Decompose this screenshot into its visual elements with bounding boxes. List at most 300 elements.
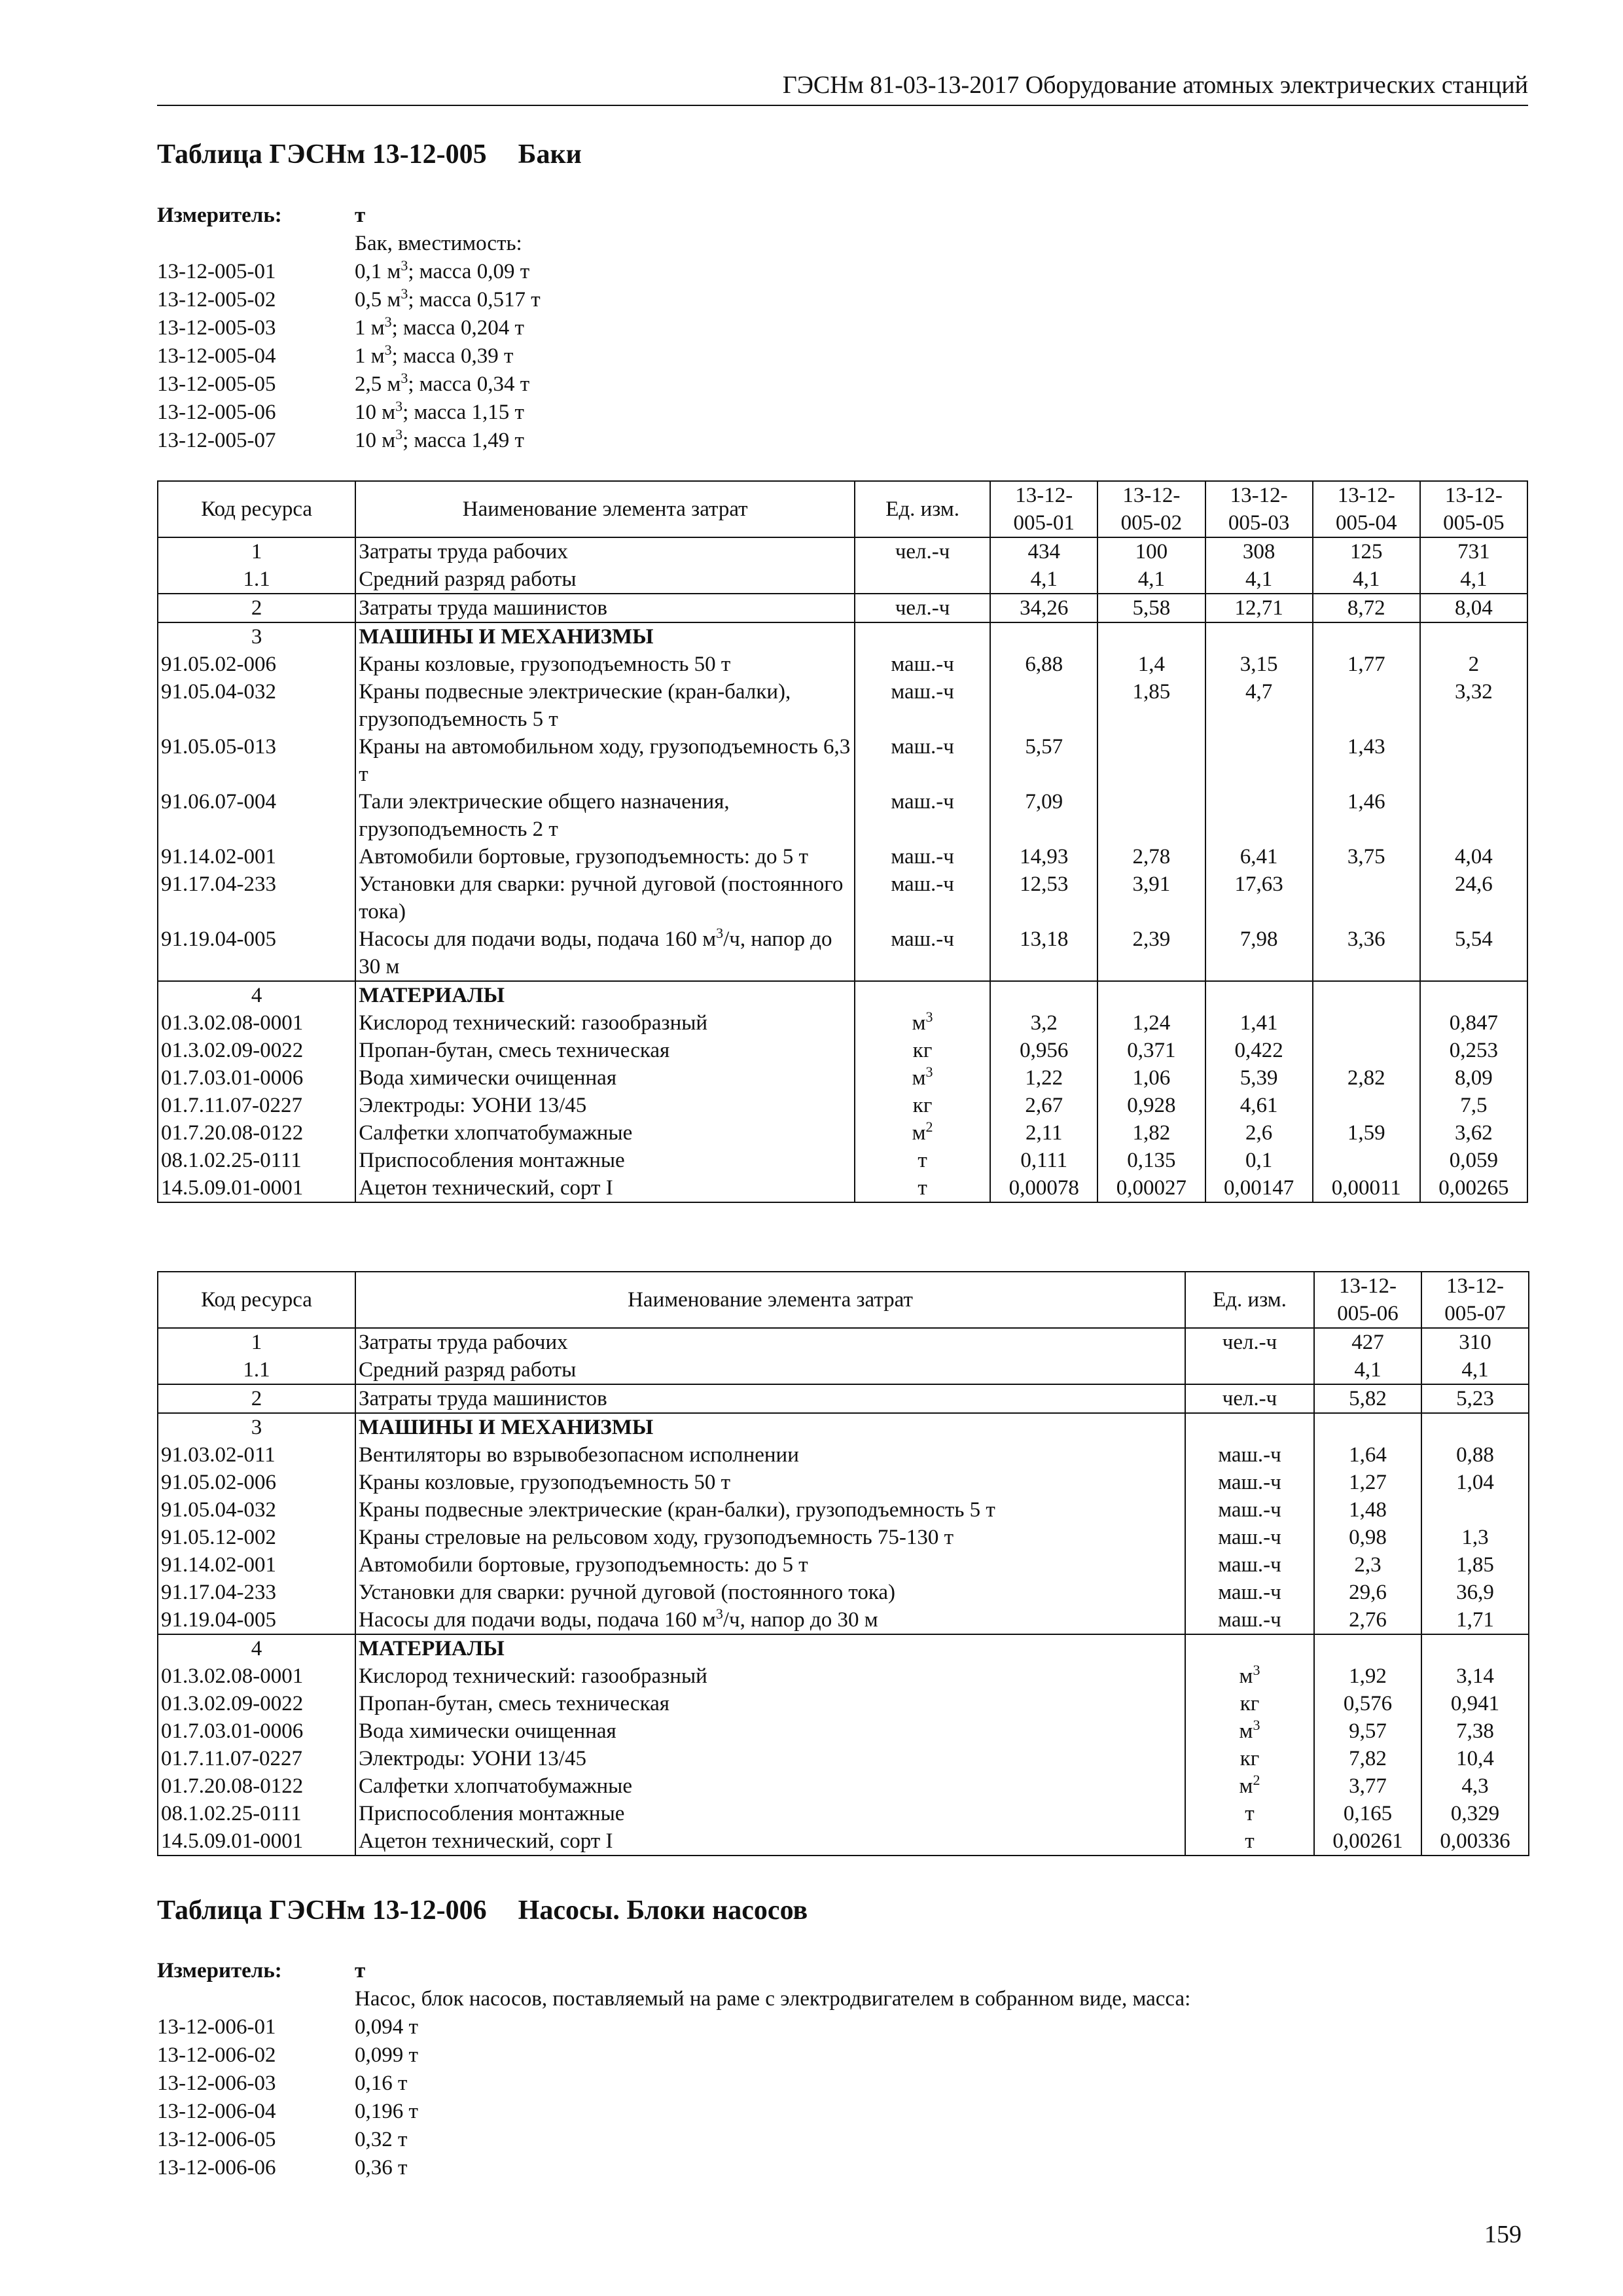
resource-name: Насосы для подачи воды, подача 160 $м^3/ч$, напор до 30 м bbox=[355, 925, 855, 981]
resource-name: Электроды: УОНИ 13/45 bbox=[355, 1745, 1185, 1772]
table-row bbox=[158, 1772, 1529, 1800]
table1-name: Баки bbox=[518, 139, 582, 170]
norm-value: 0,165 bbox=[1314, 1800, 1421, 1827]
table-row bbox=[158, 1037, 1527, 1064]
norm-value bbox=[1097, 733, 1205, 788]
table-row bbox=[158, 594, 1527, 622]
resource-name: Средний разряд работы bbox=[355, 1356, 1185, 1384]
norm-value: 1,24 bbox=[1097, 1009, 1205, 1037]
meter-item bbox=[157, 399, 1528, 427]
item-text: 0,1 $м^3$; масса 0,09 т bbox=[355, 257, 530, 283]
norm-value: 7,82 bbox=[1314, 1745, 1421, 1772]
column-header: Ед. изм. bbox=[855, 481, 990, 537]
resource-code: 91.05.05-013 bbox=[158, 733, 355, 788]
resource-name: МАТЕРИАЛЫ bbox=[355, 1634, 1185, 1662]
norm-value: 1,4 bbox=[1097, 651, 1205, 678]
item-code: 13-12-005-07 bbox=[157, 429, 276, 452]
norm-value: 4,7 bbox=[1205, 678, 1313, 733]
resource-code: 01.7.11.07-0227 bbox=[158, 1092, 355, 1119]
table-row bbox=[158, 1800, 1529, 1827]
unit: маш.-ч bbox=[855, 733, 990, 788]
resource-name: Вентиляторы во взрывобезопасном исполнении bbox=[355, 1441, 1185, 1469]
table-row bbox=[158, 1551, 1529, 1579]
norm-value: 0,941 bbox=[1421, 1690, 1529, 1717]
norm-value bbox=[1420, 981, 1527, 1009]
table-row bbox=[158, 1690, 1529, 1717]
norm-value bbox=[1420, 788, 1527, 843]
resource-name: Кислород технический: газообразный bbox=[355, 1662, 1185, 1690]
item-text: 1 $м^3$; масса 0,204 т bbox=[355, 314, 524, 340]
norm-value: 6,88 bbox=[990, 651, 1097, 678]
column-header: Наименование элемента затрат bbox=[355, 481, 855, 537]
unit bbox=[1185, 1413, 1314, 1441]
page-number: 159 bbox=[1484, 2221, 1522, 2248]
meter-item bbox=[157, 427, 1528, 455]
header-rule bbox=[157, 105, 1528, 106]
resource-name: Краны подвесные электрические (кран-балки), грузоподъемность 5 т bbox=[355, 1496, 1185, 1524]
unit bbox=[855, 565, 990, 594]
resource-code: 91.17.04-233 bbox=[158, 870, 355, 925]
table-row bbox=[158, 788, 1527, 843]
unit bbox=[855, 981, 990, 1009]
resource-name: Затраты труда машинистов bbox=[355, 594, 855, 622]
resource-name: Электроды: УОНИ 13/45 bbox=[355, 1092, 855, 1119]
resource-code: 91.05.12-002 bbox=[158, 1524, 355, 1551]
resource-name: Приспособления монтажные bbox=[355, 1147, 855, 1174]
norm-value: 6,41 bbox=[1205, 843, 1313, 870]
norm-value: 0,00336 bbox=[1421, 1827, 1529, 1856]
resource-code: 14.5.09.01-0001 bbox=[158, 1174, 355, 1202]
resource-code: 4 bbox=[158, 1634, 355, 1662]
meter-item bbox=[157, 258, 1528, 286]
resource-name: Пропан-бутан, смесь техническая bbox=[355, 1690, 1185, 1717]
norm-value: 1,06 bbox=[1097, 1064, 1205, 1092]
item-code: 13-12-006-01 bbox=[157, 2015, 276, 2039]
resource-name: Пропан-бутан, смесь техническая bbox=[355, 1037, 855, 1064]
resource-code: 91.14.02-001 bbox=[158, 843, 355, 870]
resource-code: 91.05.02-006 bbox=[158, 651, 355, 678]
table-row bbox=[158, 1174, 1527, 1202]
resource-name: МАШИНЫ И МЕХАНИЗМЫ bbox=[355, 1413, 1185, 1441]
unit: т bbox=[855, 1147, 990, 1174]
item-text: 1 $м^3$; масса 0,39 т bbox=[355, 342, 514, 368]
item-text: 10 $м^3$; масса 1,49 т bbox=[355, 426, 524, 452]
resource-code: 1 bbox=[158, 537, 355, 565]
norm-value: 0,329 bbox=[1421, 1800, 1529, 1827]
table-row bbox=[158, 1441, 1529, 1469]
norm-value: 8,09 bbox=[1420, 1064, 1527, 1092]
norm-value: 4,1 bbox=[990, 565, 1097, 594]
column-header: Ед. изм. bbox=[1185, 1272, 1314, 1328]
norm-value: 1,77 bbox=[1313, 651, 1420, 678]
unit: т bbox=[1185, 1827, 1314, 1856]
item-code: 13-12-005-04 bbox=[157, 344, 276, 368]
resource-code: 3 bbox=[158, 622, 355, 651]
norm-value bbox=[1314, 1413, 1421, 1441]
resource-code: 91.05.04-032 bbox=[158, 678, 355, 733]
norm-value bbox=[1313, 622, 1420, 651]
table2-meter-block bbox=[157, 1957, 1528, 2182]
norm-value: 434 bbox=[990, 537, 1097, 565]
norm-value: 0,371 bbox=[1097, 1037, 1205, 1064]
norm-value: 0,00011 bbox=[1313, 1174, 1420, 1202]
norm-value: 1,71 bbox=[1421, 1606, 1529, 1634]
norm-value: 3,77 bbox=[1314, 1772, 1421, 1800]
unit bbox=[1185, 1356, 1314, 1384]
norm-value bbox=[1313, 1147, 1420, 1174]
column-header: Наименование элемента затрат bbox=[355, 1272, 1185, 1328]
norm-value: 7,98 bbox=[1205, 925, 1313, 981]
norm-value bbox=[990, 678, 1097, 733]
norm-value: 17,63 bbox=[1205, 870, 1313, 925]
unit: т bbox=[1185, 1800, 1314, 1827]
norm-value: 0,00147 bbox=[1205, 1174, 1313, 1202]
norm-value bbox=[1205, 622, 1313, 651]
item-code: 13-12-006-04 bbox=[157, 2100, 276, 2123]
resource-name: Тали электрические общего назначения, грузоподъемность 2 т bbox=[355, 788, 855, 843]
resource-code: 14.5.09.01-0001 bbox=[158, 1827, 355, 1856]
table-row bbox=[158, 1356, 1529, 1384]
column-header: 13-12- 005-03 bbox=[1205, 481, 1313, 537]
norm-value: 1,59 bbox=[1313, 1119, 1420, 1147]
norm-value: 100 bbox=[1097, 537, 1205, 565]
norm-value: 14,93 bbox=[990, 843, 1097, 870]
unit: кг bbox=[855, 1092, 990, 1119]
norm-value: 10,4 bbox=[1421, 1745, 1529, 1772]
meter-label: Измеритель: bbox=[157, 204, 282, 227]
resource-code: 01.3.02.09-0022 bbox=[158, 1037, 355, 1064]
norm-value: 4,1 bbox=[1420, 565, 1527, 594]
table-row bbox=[158, 981, 1527, 1009]
resource-name: МАШИНЫ И МЕХАНИЗМЫ bbox=[355, 622, 855, 651]
resource-name: Затраты труда рабочих bbox=[355, 1328, 1185, 1356]
resource-code: 1.1 bbox=[158, 1356, 355, 1384]
meter-item bbox=[157, 342, 1528, 370]
norm-value bbox=[1421, 1496, 1529, 1524]
norm-value: 1,46 bbox=[1313, 788, 1420, 843]
resource-name: Кислород технический: газообразный bbox=[355, 1009, 855, 1037]
norm-value bbox=[990, 981, 1097, 1009]
norm-value: 9,57 bbox=[1314, 1717, 1421, 1745]
norm-value bbox=[1097, 981, 1205, 1009]
norm-value: 1,85 bbox=[1421, 1551, 1529, 1579]
resource-name: Насосы для подачи воды, подача 160 $м^3/ч$, напор до 30 м bbox=[355, 1606, 1185, 1634]
norm-value: 2,39 bbox=[1097, 925, 1205, 981]
meter-label: Измеритель: bbox=[157, 1959, 282, 1982]
table1-grid-a bbox=[157, 480, 1528, 1203]
resource-code: 08.1.02.25-0111 bbox=[158, 1800, 355, 1827]
resource-code: 91.14.02-001 bbox=[158, 1551, 355, 1579]
norm-value: 0,253 bbox=[1420, 1037, 1527, 1064]
norm-value: 12,53 bbox=[990, 870, 1097, 925]
norm-value: 4,1 bbox=[1421, 1356, 1529, 1384]
table-row bbox=[158, 651, 1527, 678]
item-code: 13-12-006-06 bbox=[157, 2156, 276, 2179]
norm-value: 4,1 bbox=[1205, 565, 1313, 594]
norm-value: 1,48 bbox=[1314, 1496, 1421, 1524]
norm-value: 5,82 bbox=[1314, 1384, 1421, 1413]
unit: $м^3$ bbox=[855, 1064, 990, 1092]
column-header: 13-12- 005-05 bbox=[1420, 481, 1527, 537]
norm-value: 2,11 bbox=[990, 1119, 1097, 1147]
meter-item bbox=[157, 286, 1528, 314]
table-row bbox=[158, 1717, 1529, 1745]
resource-code: 01.7.03.01-0006 bbox=[158, 1717, 355, 1745]
unit: $м^2$ bbox=[855, 1119, 990, 1147]
norm-value: 0,98 bbox=[1314, 1524, 1421, 1551]
item-text: 0,5 $м^3$; масса 0,517 т bbox=[355, 285, 541, 312]
resource-code: 01.3.02.08-0001 bbox=[158, 1662, 355, 1690]
resource-code: 91.03.02-011 bbox=[158, 1441, 355, 1469]
table-row bbox=[158, 1634, 1529, 1662]
norm-value: 4,1 bbox=[1314, 1356, 1421, 1384]
norm-value: 12,71 bbox=[1205, 594, 1313, 622]
norm-value: 1,82 bbox=[1097, 1119, 1205, 1147]
norm-value: 3,36 bbox=[1313, 925, 1420, 981]
item-text: 0,36 т bbox=[355, 2156, 408, 2179]
norm-value: 0,00078 bbox=[990, 1174, 1097, 1202]
item-text: 0,196 т bbox=[355, 2100, 418, 2123]
norm-value: 1,85 bbox=[1097, 678, 1205, 733]
item-code: 13-12-005-06 bbox=[157, 401, 276, 424]
norm-value: 3,62 bbox=[1420, 1119, 1527, 1147]
meter-description: Бак, вместимость: bbox=[355, 232, 522, 255]
resource-code: 01.3.02.09-0022 bbox=[158, 1690, 355, 1717]
resource-code: 01.7.11.07-0227 bbox=[158, 1745, 355, 1772]
meter-item bbox=[157, 370, 1528, 399]
unit: чел.-ч bbox=[855, 594, 990, 622]
norm-value: 2,78 bbox=[1097, 843, 1205, 870]
norm-value: 1,64 bbox=[1314, 1441, 1421, 1469]
running-header: ГЭСНм 81-03-13-2017 Оборудование атомных электрических станций bbox=[782, 71, 1528, 99]
resource-name: Краны стреловые на рельсовом ходу, грузоподъемность 75-130 т bbox=[355, 1524, 1185, 1551]
norm-value: 0,059 bbox=[1420, 1147, 1527, 1174]
table-row bbox=[158, 1119, 1527, 1147]
table-row bbox=[158, 1496, 1529, 1524]
item-text: 0,32 т bbox=[355, 2128, 408, 2151]
norm-value bbox=[1421, 1634, 1529, 1662]
norm-value: 4,1 bbox=[1313, 565, 1420, 594]
unit: маш.-ч bbox=[855, 870, 990, 925]
table-row bbox=[158, 1328, 1529, 1356]
table-row bbox=[158, 1413, 1529, 1441]
norm-value: 0,135 bbox=[1097, 1147, 1205, 1174]
unit: т bbox=[855, 1174, 990, 1202]
resource-name: Вода химически очищенная bbox=[355, 1717, 1185, 1745]
table-row bbox=[158, 1469, 1529, 1496]
item-text: 0,099 т bbox=[355, 2043, 418, 2067]
unit: маш.-ч bbox=[1185, 1524, 1314, 1551]
item-code: 13-12-006-05 bbox=[157, 2128, 276, 2151]
norm-value bbox=[1313, 870, 1420, 925]
norm-value: 0,00265 bbox=[1420, 1174, 1527, 1202]
unit: кг bbox=[1185, 1690, 1314, 1717]
item-code: 13-12-005-03 bbox=[157, 316, 276, 340]
resource-name: Средний разряд работы bbox=[355, 565, 855, 594]
table-row bbox=[158, 1579, 1529, 1606]
item-text: 2,5 $м^3$; масса 0,34 т bbox=[355, 370, 530, 396]
table2-code: Таблица ГЭСНм 13-12-006 bbox=[157, 1895, 487, 1926]
resource-code: 2 bbox=[158, 594, 355, 622]
table1-grid-b bbox=[157, 1271, 1528, 1856]
table-row bbox=[158, 565, 1527, 594]
resource-name: Автомобили бортовые, грузоподъемность: до 5 т bbox=[355, 1551, 1185, 1579]
norm-value bbox=[1313, 678, 1420, 733]
resource-name: Ацетон технический, сорт I bbox=[355, 1174, 855, 1202]
norm-value: 36,9 bbox=[1421, 1579, 1529, 1606]
unit: маш.-ч bbox=[855, 788, 990, 843]
norm-value: 0,928 bbox=[1097, 1092, 1205, 1119]
item-code: 13-12-005-02 bbox=[157, 288, 276, 312]
norm-value: 4,3 bbox=[1421, 1772, 1529, 1800]
norm-value: 0,111 bbox=[990, 1147, 1097, 1174]
norm-value: 0,00027 bbox=[1097, 1174, 1205, 1202]
norm-value: 0,88 bbox=[1421, 1441, 1529, 1469]
resource-name: Краны козловые, грузоподъемность 50 т bbox=[355, 651, 855, 678]
resource-code: 91.05.04-032 bbox=[158, 1496, 355, 1524]
norm-value: 29,6 bbox=[1314, 1579, 1421, 1606]
resource-code: 01.7.20.08-0122 bbox=[158, 1119, 355, 1147]
norm-value bbox=[1205, 733, 1313, 788]
unit: кг bbox=[855, 1037, 990, 1064]
unit: маш.-ч bbox=[855, 925, 990, 981]
column-header: 13-12- 005-04 bbox=[1313, 481, 1420, 537]
norm-value: 24,6 bbox=[1420, 870, 1527, 925]
unit: $м^3$ bbox=[1185, 1662, 1314, 1690]
column-header: 13-12- 005-07 bbox=[1421, 1272, 1529, 1328]
unit: $м^3$ bbox=[855, 1009, 990, 1037]
norm-value: 5,39 bbox=[1205, 1064, 1313, 1092]
unit: маш.-ч bbox=[1185, 1441, 1314, 1469]
norm-value: 4,04 bbox=[1420, 843, 1527, 870]
table-row bbox=[158, 537, 1527, 565]
table-row bbox=[158, 1384, 1529, 1413]
resource-name: Затраты труда рабочих bbox=[355, 537, 855, 565]
table-row bbox=[158, 1745, 1529, 1772]
resource-code: 4 bbox=[158, 981, 355, 1009]
resource-code: 01.7.03.01-0006 bbox=[158, 1064, 355, 1092]
item-text: 0,094 т bbox=[355, 2015, 418, 2039]
meter-item bbox=[157, 2126, 1528, 2154]
table-row bbox=[158, 1009, 1527, 1037]
norm-value: 1,27 bbox=[1314, 1469, 1421, 1496]
norm-value: 8,04 bbox=[1420, 594, 1527, 622]
unit bbox=[1185, 1634, 1314, 1662]
norm-value bbox=[1420, 622, 1527, 651]
resource-name: МАТЕРИАЛЫ bbox=[355, 981, 855, 1009]
table1-title bbox=[157, 139, 1528, 170]
norm-value: 3,14 bbox=[1421, 1662, 1529, 1690]
table-row bbox=[158, 1606, 1529, 1634]
resource-code: 01.7.20.08-0122 bbox=[158, 1772, 355, 1800]
norm-value: 0,576 bbox=[1314, 1690, 1421, 1717]
norm-value: 5,23 bbox=[1421, 1384, 1529, 1413]
item-code: 13-12-006-02 bbox=[157, 2043, 276, 2067]
unit: $м^3$ bbox=[1185, 1717, 1314, 1745]
item-code: 13-12-006-03 bbox=[157, 2072, 276, 2095]
unit: маш.-ч bbox=[855, 678, 990, 733]
norm-value: 125 bbox=[1313, 537, 1420, 565]
table-row bbox=[158, 1147, 1527, 1174]
column-header: Код ресурса bbox=[158, 481, 355, 537]
meter-unit: т bbox=[355, 204, 366, 227]
norm-value: 0,1 bbox=[1205, 1147, 1313, 1174]
resource-name: Краны козловые, грузоподъемность 50 т bbox=[355, 1469, 1185, 1496]
table1-code: Таблица ГЭСНм 13-12-005 bbox=[157, 139, 487, 170]
resource-code: 1 bbox=[158, 1328, 355, 1356]
norm-value: 7,38 bbox=[1421, 1717, 1529, 1745]
meter-item bbox=[157, 2013, 1528, 2041]
resource-code: 91.19.04-005 bbox=[158, 1606, 355, 1634]
resource-code: 08.1.02.25-0111 bbox=[158, 1147, 355, 1174]
norm-value: 2,3 bbox=[1314, 1551, 1421, 1579]
item-code: 13-12-005-01 bbox=[157, 260, 276, 283]
table-row bbox=[158, 1827, 1529, 1856]
meter-item bbox=[157, 2041, 1528, 2070]
unit: чел.-ч bbox=[855, 537, 990, 565]
resource-name: Краны на автомобильном ходу, грузоподъемность 6,3 т bbox=[355, 733, 855, 788]
norm-value: 0,00261 bbox=[1314, 1827, 1421, 1856]
resource-name: Установки для сварки: ручной дуговой (постоянного тока) bbox=[355, 870, 855, 925]
meter-item bbox=[157, 2098, 1528, 2126]
table-row bbox=[158, 1524, 1529, 1551]
norm-value: 1,41 bbox=[1205, 1009, 1313, 1037]
meter-item bbox=[157, 2070, 1528, 2098]
unit: чел.-ч bbox=[1185, 1328, 1314, 1356]
resource-code: 91.06.07-004 bbox=[158, 788, 355, 843]
norm-value bbox=[1313, 1037, 1420, 1064]
norm-value: 2,6 bbox=[1205, 1119, 1313, 1147]
column-header: 13-12- 005-02 bbox=[1097, 481, 1205, 537]
unit: маш.-ч bbox=[1185, 1579, 1314, 1606]
resource-code: 91.05.02-006 bbox=[158, 1469, 355, 1496]
table-row bbox=[158, 925, 1527, 981]
table-row bbox=[158, 1662, 1529, 1690]
resource-name: Установки для сварки: ручной дуговой (постоянного тока) bbox=[355, 1579, 1185, 1606]
norm-value: 3,15 bbox=[1205, 651, 1313, 678]
resource-name: Салфетки хлопчатобумажные bbox=[355, 1119, 855, 1147]
norm-value bbox=[1313, 1009, 1420, 1037]
meter-unit: т bbox=[355, 1959, 366, 1982]
table-row bbox=[158, 870, 1527, 925]
norm-value: 1,92 bbox=[1314, 1662, 1421, 1690]
table2-name: Насосы. Блоки насосов bbox=[518, 1895, 808, 1926]
unit: маш.-ч bbox=[855, 651, 990, 678]
norm-value: 1,3 bbox=[1421, 1524, 1529, 1551]
table-row bbox=[158, 1092, 1527, 1119]
table1-meter-block bbox=[157, 202, 1528, 455]
norm-value: 2,76 bbox=[1314, 1606, 1421, 1634]
norm-value bbox=[1313, 981, 1420, 1009]
norm-value: 5,58 bbox=[1097, 594, 1205, 622]
norm-value: 3,75 bbox=[1313, 843, 1420, 870]
norm-value: 731 bbox=[1420, 537, 1527, 565]
resource-code: 91.19.04-005 bbox=[158, 925, 355, 981]
norm-value: 4,1 bbox=[1097, 565, 1205, 594]
norm-value: 5,57 bbox=[990, 733, 1097, 788]
unit: маш.-ч bbox=[1185, 1496, 1314, 1524]
norm-value: 427 bbox=[1314, 1328, 1421, 1356]
unit: маш.-ч bbox=[1185, 1551, 1314, 1579]
meter-description: Насос, блок насосов, поставляемый на раме с электродвигателем в собранном виде, масса: bbox=[355, 1987, 1191, 2011]
resource-name: Затраты труда машинистов bbox=[355, 1384, 1185, 1413]
norm-value bbox=[990, 622, 1097, 651]
resource-name: Автомобили бортовые, грузоподъемность: до 5 т bbox=[355, 843, 855, 870]
resource-code: 1.1 bbox=[158, 565, 355, 594]
column-header: 13-12- 005-06 bbox=[1314, 1272, 1421, 1328]
resource-name: Вода химически очищенная bbox=[355, 1064, 855, 1092]
norm-value: 308 bbox=[1205, 537, 1313, 565]
